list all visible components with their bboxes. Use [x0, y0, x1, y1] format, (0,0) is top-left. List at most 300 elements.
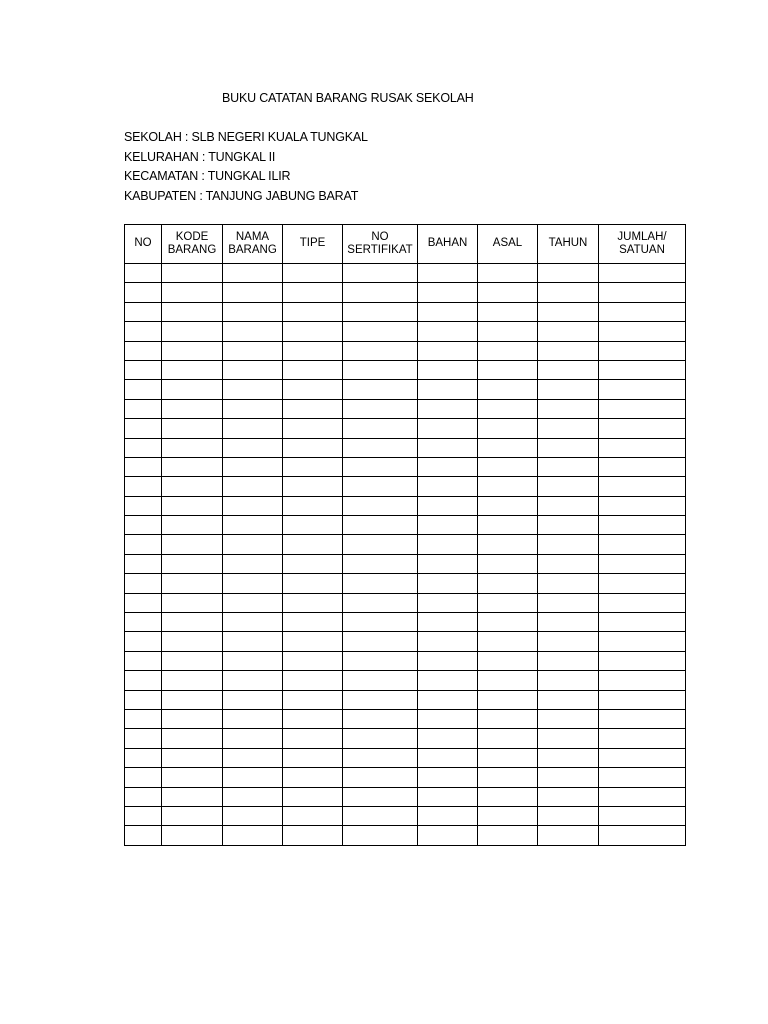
- table-cell[interactable]: [125, 690, 162, 709]
- table-cell[interactable]: [478, 651, 538, 670]
- table-cell[interactable]: [478, 264, 538, 283]
- table-cell[interactable]: [162, 554, 223, 573]
- table-cell[interactable]: [125, 554, 162, 573]
- table-cell[interactable]: [343, 787, 418, 806]
- table-cell[interactable]: [343, 516, 418, 535]
- table-cell[interactable]: [478, 477, 538, 496]
- table-cell[interactable]: [125, 322, 162, 341]
- table-cell[interactable]: [283, 360, 343, 379]
- table-cell[interactable]: [343, 768, 418, 787]
- table-cell[interactable]: [162, 419, 223, 438]
- table-cell[interactable]: [125, 399, 162, 418]
- table-cell[interactable]: [162, 283, 223, 302]
- table-cell[interactable]: [162, 477, 223, 496]
- table-cell[interactable]: [283, 613, 343, 632]
- table-cell[interactable]: [599, 651, 686, 670]
- table-cell[interactable]: [283, 748, 343, 767]
- table-cell[interactable]: [478, 457, 538, 476]
- table-cell[interactable]: [223, 729, 283, 748]
- table-cell[interactable]: [418, 690, 478, 709]
- table-cell[interactable]: [223, 341, 283, 360]
- table-cell[interactable]: [283, 302, 343, 321]
- table-cell[interactable]: [538, 380, 599, 399]
- table-cell[interactable]: [162, 535, 223, 554]
- table-cell[interactable]: [223, 496, 283, 515]
- table-cell[interactable]: [162, 593, 223, 612]
- table-cell[interactable]: [538, 322, 599, 341]
- table-cell[interactable]: [343, 574, 418, 593]
- table-cell[interactable]: [343, 496, 418, 515]
- table-cell[interactable]: [223, 709, 283, 728]
- table-cell[interactable]: [283, 283, 343, 302]
- table-cell[interactable]: [599, 574, 686, 593]
- table-cell[interactable]: [162, 787, 223, 806]
- table-cell[interactable]: [283, 651, 343, 670]
- table-cell[interactable]: [478, 322, 538, 341]
- table-cell[interactable]: [478, 593, 538, 612]
- table-cell[interactable]: [418, 457, 478, 476]
- table-cell[interactable]: [418, 477, 478, 496]
- table-cell[interactable]: [538, 593, 599, 612]
- table-cell[interactable]: [418, 496, 478, 515]
- table-cell[interactable]: [162, 748, 223, 767]
- table-cell[interactable]: [343, 593, 418, 612]
- table-cell[interactable]: [538, 651, 599, 670]
- table-cell[interactable]: [538, 399, 599, 418]
- table-cell[interactable]: [283, 399, 343, 418]
- table-cell[interactable]: [538, 496, 599, 515]
- table-cell[interactable]: [343, 283, 418, 302]
- table-cell[interactable]: [343, 690, 418, 709]
- column-header-kode-barang: KODE BARANG: [162, 225, 223, 264]
- table-cell[interactable]: [283, 380, 343, 399]
- table-cell[interactable]: [599, 399, 686, 418]
- table-cell[interactable]: [418, 554, 478, 573]
- table-cell[interactable]: [538, 709, 599, 728]
- table-cell[interactable]: [478, 283, 538, 302]
- table-cell[interactable]: [343, 322, 418, 341]
- table-cell[interactable]: [418, 322, 478, 341]
- table-cell[interactable]: [162, 264, 223, 283]
- table-cell[interactable]: [343, 709, 418, 728]
- table-cell[interactable]: [418, 264, 478, 283]
- column-header-no: NO: [125, 225, 162, 264]
- table-cell[interactable]: [283, 574, 343, 593]
- table-cell[interactable]: [538, 264, 599, 283]
- table-cell[interactable]: [538, 729, 599, 748]
- table-cell[interactable]: [599, 806, 686, 825]
- table-cell[interactable]: [418, 535, 478, 554]
- column-header-tipe: TIPE: [283, 225, 343, 264]
- table-cell[interactable]: [162, 322, 223, 341]
- table-row: [125, 651, 686, 670]
- table-cell[interactable]: [599, 709, 686, 728]
- table-cell[interactable]: [418, 768, 478, 787]
- table-cell[interactable]: [162, 613, 223, 632]
- table-cell[interactable]: [125, 419, 162, 438]
- table-cell[interactable]: [283, 438, 343, 457]
- table-cell[interactable]: [418, 399, 478, 418]
- table-cell[interactable]: [418, 380, 478, 399]
- table-cell[interactable]: [343, 302, 418, 321]
- table-cell[interactable]: [418, 806, 478, 825]
- table-cell[interactable]: [223, 671, 283, 690]
- table-cell[interactable]: [162, 516, 223, 535]
- table-cell[interactable]: [418, 826, 478, 845]
- table-cell[interactable]: [343, 380, 418, 399]
- table-cell[interactable]: [478, 554, 538, 573]
- table-cell[interactable]: [343, 613, 418, 632]
- table-cell[interactable]: [538, 554, 599, 573]
- table-cell[interactable]: [223, 613, 283, 632]
- table-cell[interactable]: [162, 496, 223, 515]
- table-cell[interactable]: [538, 302, 599, 321]
- table-cell[interactable]: [283, 593, 343, 612]
- table-cell[interactable]: [418, 748, 478, 767]
- school-info-block: [124, 128, 368, 206]
- table-cell[interactable]: [162, 380, 223, 399]
- table-row: [125, 360, 686, 379]
- table-cell[interactable]: [538, 787, 599, 806]
- table-cell[interactable]: [538, 419, 599, 438]
- table-cell[interactable]: [223, 554, 283, 573]
- table-cell[interactable]: [223, 690, 283, 709]
- table-cell[interactable]: [478, 826, 538, 845]
- table-cell[interactable]: [478, 496, 538, 515]
- table-cell[interactable]: [599, 496, 686, 515]
- table-cell[interactable]: [223, 457, 283, 476]
- table-row: [125, 516, 686, 535]
- table-cell[interactable]: [283, 768, 343, 787]
- table-row: [125, 283, 686, 302]
- table-cell[interactable]: [223, 322, 283, 341]
- table-cell[interactable]: [343, 264, 418, 283]
- table-cell[interactable]: [162, 302, 223, 321]
- table-cell[interactable]: [125, 613, 162, 632]
- table-cell[interactable]: [162, 574, 223, 593]
- table-cell[interactable]: [283, 457, 343, 476]
- table-cell[interactable]: [343, 419, 418, 438]
- table-cell[interactable]: [125, 593, 162, 612]
- table-cell[interactable]: [125, 302, 162, 321]
- table-cell[interactable]: [538, 768, 599, 787]
- table-cell[interactable]: [223, 574, 283, 593]
- document-title: BUKU CATATAN BARANG RUSAK SEKOLAH: [222, 91, 474, 105]
- table-cell[interactable]: [538, 690, 599, 709]
- table-cell[interactable]: [283, 632, 343, 651]
- table-cell[interactable]: [418, 574, 478, 593]
- table-cell[interactable]: [538, 826, 599, 845]
- table-cell[interactable]: [599, 768, 686, 787]
- table-row: [125, 748, 686, 767]
- table-cell[interactable]: [162, 457, 223, 476]
- table-row: [125, 632, 686, 651]
- table-cell[interactable]: [599, 457, 686, 476]
- table-cell[interactable]: [478, 574, 538, 593]
- table-cell[interactable]: [125, 380, 162, 399]
- table-cell[interactable]: [478, 787, 538, 806]
- table-cell[interactable]: [125, 729, 162, 748]
- table-cell[interactable]: [223, 399, 283, 418]
- table-cell[interactable]: [162, 729, 223, 748]
- table-cell[interactable]: [223, 632, 283, 651]
- table-cell[interactable]: [343, 477, 418, 496]
- table-cell[interactable]: [283, 322, 343, 341]
- table-cell[interactable]: [418, 283, 478, 302]
- table-cell[interactable]: [223, 516, 283, 535]
- damaged-goods-table: [124, 224, 686, 846]
- table-cell[interactable]: [343, 399, 418, 418]
- table-cell[interactable]: [125, 341, 162, 360]
- table-row: [125, 535, 686, 554]
- table-cell[interactable]: [478, 302, 538, 321]
- table-cell[interactable]: [478, 380, 538, 399]
- table-cell[interactable]: [283, 496, 343, 515]
- table-cell[interactable]: [223, 806, 283, 825]
- table-cell[interactable]: [162, 399, 223, 418]
- table-cell[interactable]: [599, 283, 686, 302]
- table-cell[interactable]: [599, 302, 686, 321]
- table-cell[interactable]: [478, 535, 538, 554]
- table-cell[interactable]: [162, 360, 223, 379]
- table-cell[interactable]: [599, 632, 686, 651]
- table-cell[interactable]: [418, 341, 478, 360]
- table-cell[interactable]: [343, 748, 418, 767]
- table-cell[interactable]: [478, 748, 538, 767]
- table-cell[interactable]: [418, 438, 478, 457]
- table-cell[interactable]: [599, 729, 686, 748]
- table-cell[interactable]: [223, 768, 283, 787]
- table-cell[interactable]: [478, 438, 538, 457]
- table-cell[interactable]: [223, 651, 283, 670]
- table-cell[interactable]: [599, 671, 686, 690]
- district-line: KECAMATAN : TUNGKAL ILIR: [124, 169, 291, 183]
- table-cell[interactable]: [478, 729, 538, 748]
- table-cell[interactable]: [478, 768, 538, 787]
- table-row: [125, 671, 686, 690]
- table-cell[interactable]: [223, 283, 283, 302]
- table-cell[interactable]: [538, 535, 599, 554]
- table-cell[interactable]: [223, 593, 283, 612]
- table-row: [125, 574, 686, 593]
- table-cell[interactable]: [343, 360, 418, 379]
- table-cell[interactable]: [343, 632, 418, 651]
- table-cell[interactable]: [162, 671, 223, 690]
- table-cell[interactable]: [478, 341, 538, 360]
- table-cell[interactable]: [599, 264, 686, 283]
- table-cell[interactable]: [343, 651, 418, 670]
- table-cell[interactable]: [162, 709, 223, 728]
- table-cell[interactable]: [162, 826, 223, 845]
- table-cell[interactable]: [343, 554, 418, 573]
- table-cell[interactable]: [283, 419, 343, 438]
- table-cell[interactable]: [283, 826, 343, 845]
- table-cell[interactable]: [162, 806, 223, 825]
- table-cell[interactable]: [283, 264, 343, 283]
- table-cell[interactable]: [599, 787, 686, 806]
- table-cell[interactable]: [162, 768, 223, 787]
- table-cell[interactable]: [418, 651, 478, 670]
- table-cell[interactable]: [283, 535, 343, 554]
- table-cell[interactable]: [125, 748, 162, 767]
- table-cell[interactable]: [283, 516, 343, 535]
- column-header-no-sertifikat: NO SERTIFIKAT: [343, 225, 418, 264]
- table-cell[interactable]: [125, 457, 162, 476]
- table-cell[interactable]: [538, 360, 599, 379]
- table-cell[interactable]: [223, 438, 283, 457]
- table-cell[interactable]: [599, 419, 686, 438]
- table-cell[interactable]: [538, 574, 599, 593]
- table-cell[interactable]: [343, 806, 418, 825]
- table-cell[interactable]: [538, 457, 599, 476]
- table-cell[interactable]: [223, 302, 283, 321]
- table-cell[interactable]: [343, 438, 418, 457]
- table-cell[interactable]: [283, 806, 343, 825]
- column-header-bahan: BAHAN: [418, 225, 478, 264]
- table-cell[interactable]: [599, 748, 686, 767]
- table-cell[interactable]: [343, 341, 418, 360]
- table-cell[interactable]: [538, 613, 599, 632]
- table-cell[interactable]: [125, 787, 162, 806]
- table-row: [125, 729, 686, 748]
- table-cell[interactable]: [599, 360, 686, 379]
- table-cell[interactable]: [478, 516, 538, 535]
- table-cell[interactable]: [125, 535, 162, 554]
- table-row: [125, 302, 686, 321]
- table-cell[interactable]: [599, 554, 686, 573]
- table-cell[interactable]: [125, 574, 162, 593]
- table-cell[interactable]: [538, 341, 599, 360]
- table-cell[interactable]: [125, 671, 162, 690]
- table-cell[interactable]: [125, 826, 162, 845]
- table-cell[interactable]: [418, 360, 478, 379]
- table-cell[interactable]: [283, 709, 343, 728]
- table-cell[interactable]: [538, 671, 599, 690]
- table-cell[interactable]: [162, 438, 223, 457]
- table-cell[interactable]: [343, 535, 418, 554]
- table-cell[interactable]: [599, 477, 686, 496]
- table-cell[interactable]: [418, 593, 478, 612]
- table-cell[interactable]: [125, 651, 162, 670]
- table-cell[interactable]: [125, 360, 162, 379]
- table-cell[interactable]: [343, 671, 418, 690]
- table-cell[interactable]: [538, 283, 599, 302]
- table-cell[interactable]: [538, 806, 599, 825]
- table-cell[interactable]: [223, 360, 283, 379]
- table-cell[interactable]: [418, 613, 478, 632]
- table-cell[interactable]: [478, 360, 538, 379]
- table-cell[interactable]: [478, 399, 538, 418]
- table-cell[interactable]: [283, 690, 343, 709]
- table-cell[interactable]: [599, 438, 686, 457]
- table-cell[interactable]: [223, 787, 283, 806]
- table-cell[interactable]: [418, 516, 478, 535]
- table-cell[interactable]: [125, 806, 162, 825]
- table-cell[interactable]: [599, 613, 686, 632]
- table-cell[interactable]: [538, 516, 599, 535]
- table-cell[interactable]: [418, 729, 478, 748]
- table-cell[interactable]: [418, 709, 478, 728]
- table-cell[interactable]: [223, 264, 283, 283]
- table-row: [125, 768, 686, 787]
- table-cell[interactable]: [283, 554, 343, 573]
- table-cell[interactable]: [599, 535, 686, 554]
- table-cell[interactable]: [223, 748, 283, 767]
- table-cell[interactable]: [599, 826, 686, 845]
- table-cell[interactable]: [538, 748, 599, 767]
- table-cell[interactable]: [478, 632, 538, 651]
- table-cell[interactable]: [418, 419, 478, 438]
- table-cell[interactable]: [162, 341, 223, 360]
- table-cell[interactable]: [478, 709, 538, 728]
- table-cell[interactable]: [599, 593, 686, 612]
- table-cell[interactable]: [223, 419, 283, 438]
- table-cell[interactable]: [283, 729, 343, 748]
- table-cell[interactable]: [599, 341, 686, 360]
- table-row: [125, 341, 686, 360]
- table-cell[interactable]: [478, 419, 538, 438]
- table-cell[interactable]: [418, 671, 478, 690]
- table-cell[interactable]: [125, 264, 162, 283]
- table-cell[interactable]: [223, 380, 283, 399]
- table-cell[interactable]: [125, 496, 162, 515]
- table-cell[interactable]: [343, 457, 418, 476]
- table-cell[interactable]: [478, 613, 538, 632]
- table-cell[interactable]: [599, 380, 686, 399]
- column-header-jumlah-satuan: JUMLAH/ SATUAN: [599, 225, 686, 264]
- table-cell[interactable]: [162, 690, 223, 709]
- table-cell[interactable]: [125, 768, 162, 787]
- table-row: [125, 438, 686, 457]
- table-cell[interactable]: [283, 341, 343, 360]
- table-cell[interactable]: [223, 826, 283, 845]
- table-cell[interactable]: [343, 729, 418, 748]
- table-cell[interactable]: [538, 632, 599, 651]
- table-cell[interactable]: [538, 438, 599, 457]
- table-row: [125, 613, 686, 632]
- table-cell[interactable]: [599, 690, 686, 709]
- table-cell[interactable]: [418, 302, 478, 321]
- table-cell[interactable]: [343, 826, 418, 845]
- table-cell[interactable]: [125, 477, 162, 496]
- table-cell[interactable]: [162, 632, 223, 651]
- table-cell[interactable]: [162, 651, 223, 670]
- table-cell[interactable]: [125, 283, 162, 302]
- table-cell[interactable]: [538, 477, 599, 496]
- table-cell[interactable]: [599, 516, 686, 535]
- table-cell[interactable]: [418, 632, 478, 651]
- table-cell[interactable]: [478, 806, 538, 825]
- table-cell[interactable]: [283, 671, 343, 690]
- table-cell[interactable]: [478, 671, 538, 690]
- table-cell[interactable]: [478, 690, 538, 709]
- table-cell[interactable]: [125, 516, 162, 535]
- table-row: [125, 264, 686, 283]
- table-cell[interactable]: [223, 535, 283, 554]
- table-cell[interactable]: [418, 787, 478, 806]
- table-cell[interactable]: [599, 322, 686, 341]
- table-cell[interactable]: [283, 787, 343, 806]
- table-cell[interactable]: [223, 477, 283, 496]
- table-cell[interactable]: [125, 709, 162, 728]
- table-cell[interactable]: [125, 438, 162, 457]
- table-row: [125, 787, 686, 806]
- table-cell[interactable]: [283, 477, 343, 496]
- regency-line: KABUPATEN : TANJUNG JABUNG BARAT: [124, 188, 359, 203]
- table-row: [125, 477, 686, 496]
- table-row: [125, 709, 686, 728]
- table-cell[interactable]: [125, 632, 162, 651]
